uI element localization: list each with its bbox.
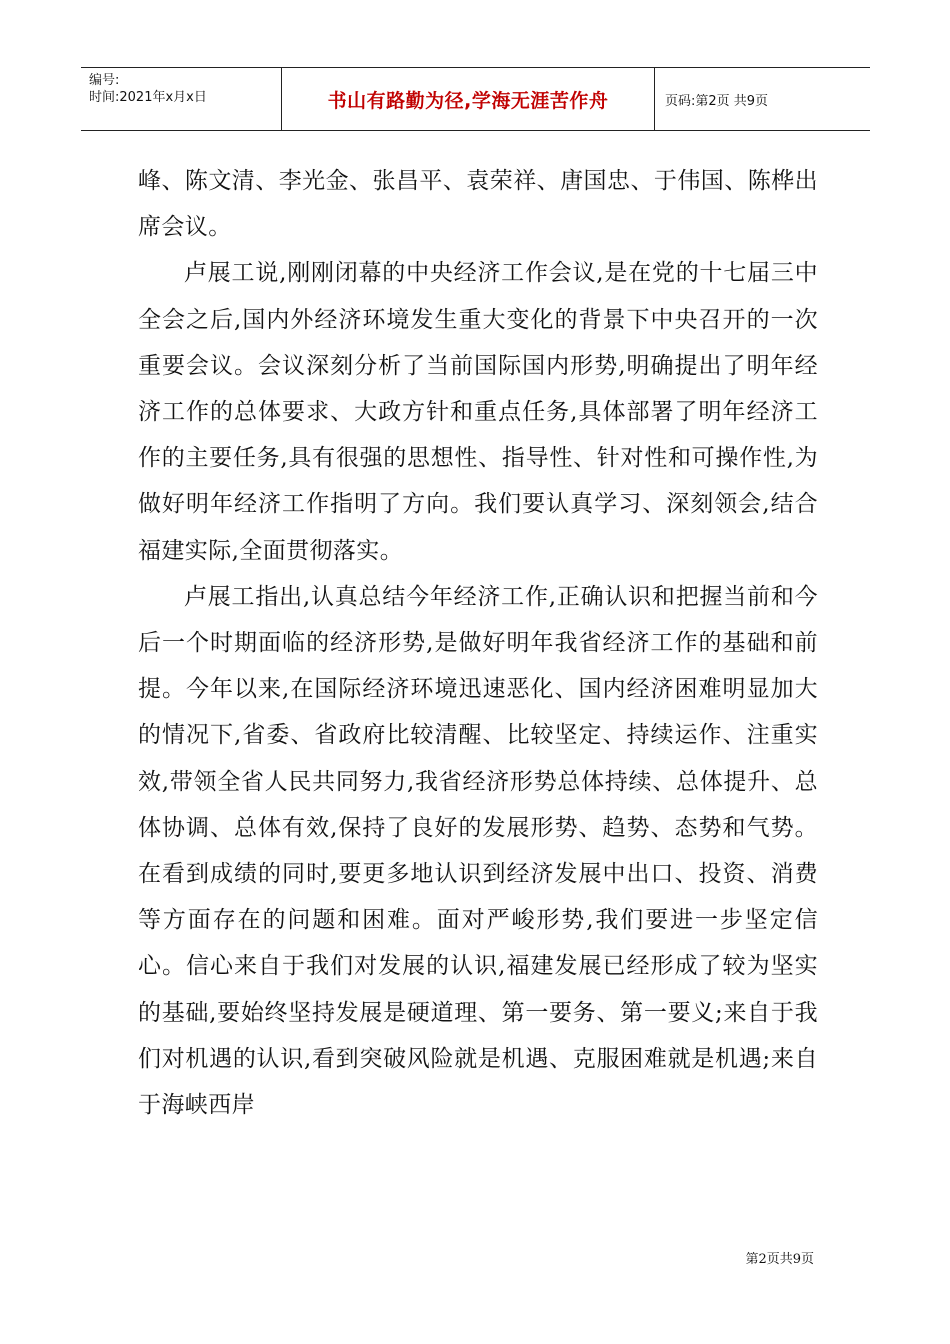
number-label: 编号: xyxy=(89,73,120,88)
page-header xyxy=(81,67,870,131)
header-page-number: 页码:第2页 共9页 xyxy=(665,93,769,109)
header-motto: 书山有路勤为径,学海无涯苦作舟 xyxy=(282,68,655,130)
paragraph: 卢展工指出,认真总结今年经济工作,正确认识和把握当前和今后一个时期面临的经济形势,是做好明年我省经济工作的基础和前提。今年以来,在国际经济环境迅速恶化、国内经济困难明显加大的情况下,省委、省政府比较清醒、比较坚定、持续运作、注重实效,带领全省人民共同努力,我省经济形势总体持续、总体提升、总体协调、总体有效,保持了良好的发展形势、趋势、态势和气势。在看到成绩的同时,要更多地认识到经济发展中出口、投资、消费等方面存在的问题和困难。面对严峻形势,我们要进一步坚定信心。信心来自于我们对发展的认识,福建发展已经形成了较为坚实的基础,要始终坚持发展是硬道理、第一要务、第一要义;来自于我们对机遇的认识,看到突破风险就是机遇、克服困难就是机遇;来自于海峡西岸 xyxy=(138,583,818,1119)
paragraph-continuation: 峰、陈文清、李光金、张昌平、袁荣祥、唐国忠、于伟国、陈桦出席会议。 xyxy=(138,168,818,241)
time-label: 时间:2021年x月x日 xyxy=(89,90,207,105)
header-meta xyxy=(81,68,282,130)
document-body xyxy=(138,158,818,1128)
page-footer: 第2页共9页 xyxy=(745,1252,814,1267)
paragraph: 卢展工说,刚刚闭幕的中央经济工作会议,是在党的十七届三中全会之后,国内外经济环境发生重大变化的背景下中央召开的一次重要会议。会议深刻分析了当前国际国内形势,明确提出了明年经济工作的总体要求、大政方针和重点任务,具体部署了明年经济工作的主要任务,具有很强的思想性、指导性、针对性和可操作性,为做好明年经济工作指明了方向。我们要认真学习、深刻领会,结合福建实际,全面贯彻落实。 xyxy=(138,260,818,564)
